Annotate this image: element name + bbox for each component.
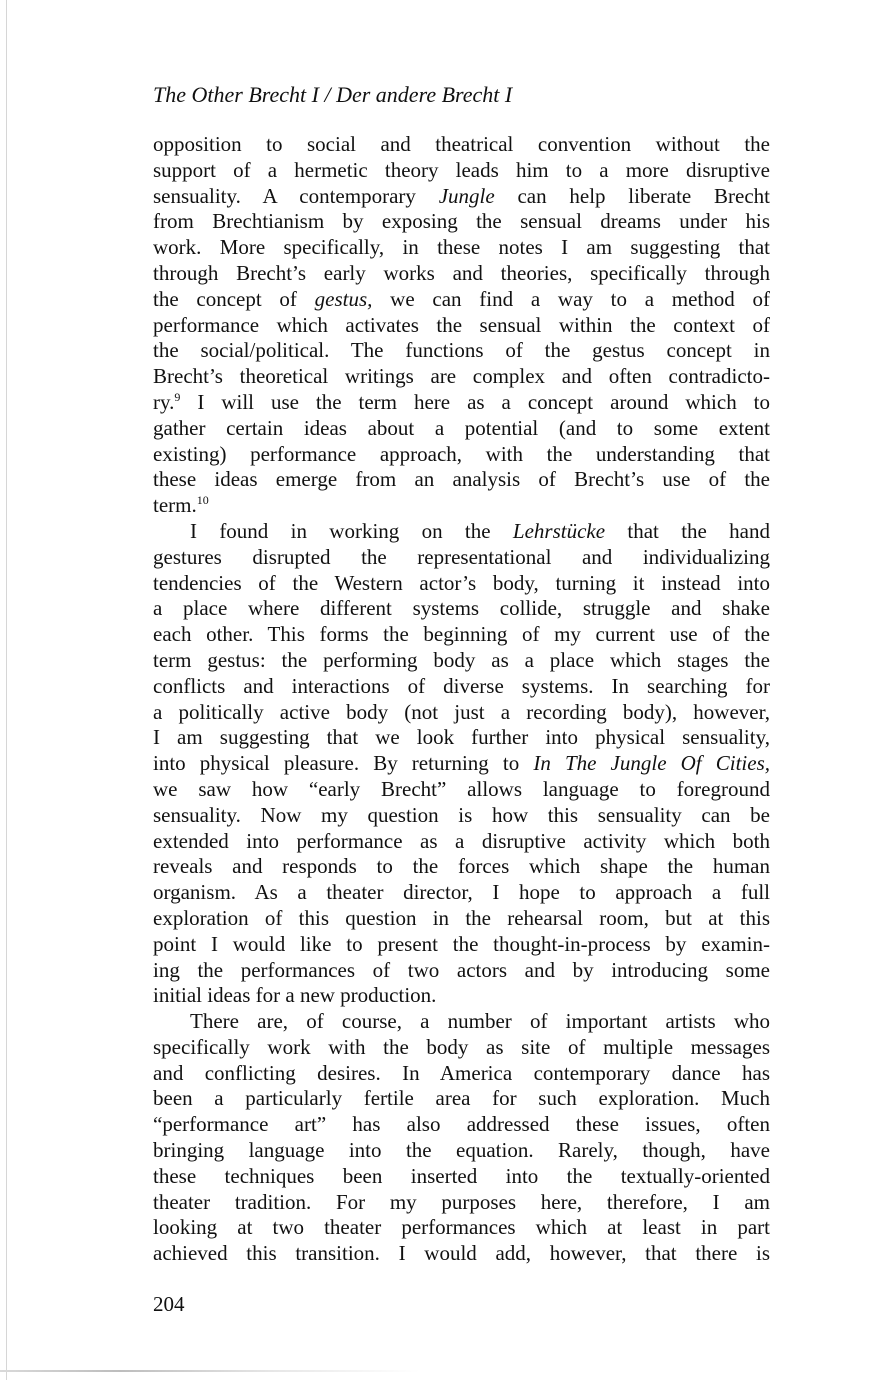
text-line: we saw how “early Brecht” allows language to foreground [153,776,770,801]
text-line: term.$^{10}$ [153,493,209,518]
text-line: sensuality. A contemporary Jungle can help liberate Brecht [153,183,771,208]
text-line: theater tradition. For my purposes here, therefore, I am [153,1189,770,1214]
italic-title: In The Jungle Of Cities, [533,751,770,776]
text-line: gather certain ideas about a potential (and to some extent [153,415,770,440]
text-line: initial ideas for a new production. [153,983,437,1008]
text-line: term gestus: the performing body as a place which stages the [153,647,770,672]
text-line: existing) performance approach, with the understanding that [153,441,770,466]
text-line: I found in working on the Lehrstücke that the hand [190,518,770,543]
body-text [153,132,770,1267]
text-line: looking at two theater performances which at least in part [153,1215,770,1240]
text-line: through Brecht’s early works and theories, specifically through [153,260,770,285]
text-line: opposition to social and theatrical convention without the [153,132,770,156]
page-number: 204 [153,1292,185,1316]
text-line: performance which activates the sensual within the context of [153,312,770,337]
text-line: each other. This forms the beginning of my current use of the [153,622,770,647]
text-line: sensuality. Now my question is how this sensuality can be [153,802,770,827]
text-line: support of a hermetic theory leads him to a more disruptive [153,157,770,182]
text-line: gestures disrupted the representational and individualizing [153,544,770,569]
text-line: a place where different systems collide, struggle and shake [153,596,770,621]
scan-edge-line [6,0,7,1380]
italic-title: Lehrstücke [512,518,606,543]
text-line: work. More specifically, in these notes I am suggesting that [153,235,770,260]
text-line: organism. As a theater director, I hope to approach a full [153,880,770,905]
text-line: reveals and responds to the forces which shape the human [153,854,770,879]
scan-artifact [0,1370,600,1372]
text-line: There are, of course, a number of important artists who [190,1009,770,1034]
text-line: tendencies of the Western actor’s body, turning it instead into [153,570,770,595]
text-line: extended into performance as a disruptive activity which both [153,828,770,853]
italic-title: Jungle [438,183,495,208]
text-line: these ideas emerge from an analysis of Brecht’s use of the [153,467,770,492]
text-line: from Brechtianism by exposing the sensual dreams under his [153,209,770,234]
text-line: achieved this transition. I would add, however, that there is [153,1241,770,1266]
italic-title: gestus, [314,286,373,311]
text-line: bringing language into the equation. Rarely, though, have [153,1138,770,1163]
text-line: I am suggesting that we look further into physical sensuality, [153,725,770,750]
text-line: specifically work with the body as site of multiple messages [153,1034,770,1059]
text-line: exploration of this question in the rehearsal room, but at this [153,905,770,930]
footnote-marker: 10 [196,493,209,508]
running-head: The Other Brecht I / Der andere Brecht I [153,82,513,107]
text-line: a politically active body (not just a recording body), however, [153,699,770,724]
text-line: ing the performances of two actors and by introducing some [153,957,770,982]
text-line: the concept of gestus, we can find a way to a method of [153,286,770,311]
text-line: point I would like to present the thought-in-process by examin- [153,931,770,956]
text-line: the social/political. The functions of the gestus concept in [153,338,770,363]
text-line: and conflicting desires. In America contemporary dance has [153,1060,770,1085]
text-line: conflicts and interactions of diverse systems. In searching for [153,673,770,698]
footnote-marker: 9 [174,389,181,404]
text-line: these techniques been inserted into the textually-oriented [153,1163,770,1188]
text-line: ry.$^9$ I will use the term here as a concept around which to [153,389,770,414]
text-line: been a particularly fertile area for such exploration. Much [153,1086,770,1111]
text-line: into physical pleasure. By returning to In The Jungle Of Cities, [153,751,770,776]
text-line: “performance art” has also addressed these issues, often [153,1112,770,1137]
text-line: Brecht’s theoretical writings are complex and often contradicto- [153,364,770,389]
